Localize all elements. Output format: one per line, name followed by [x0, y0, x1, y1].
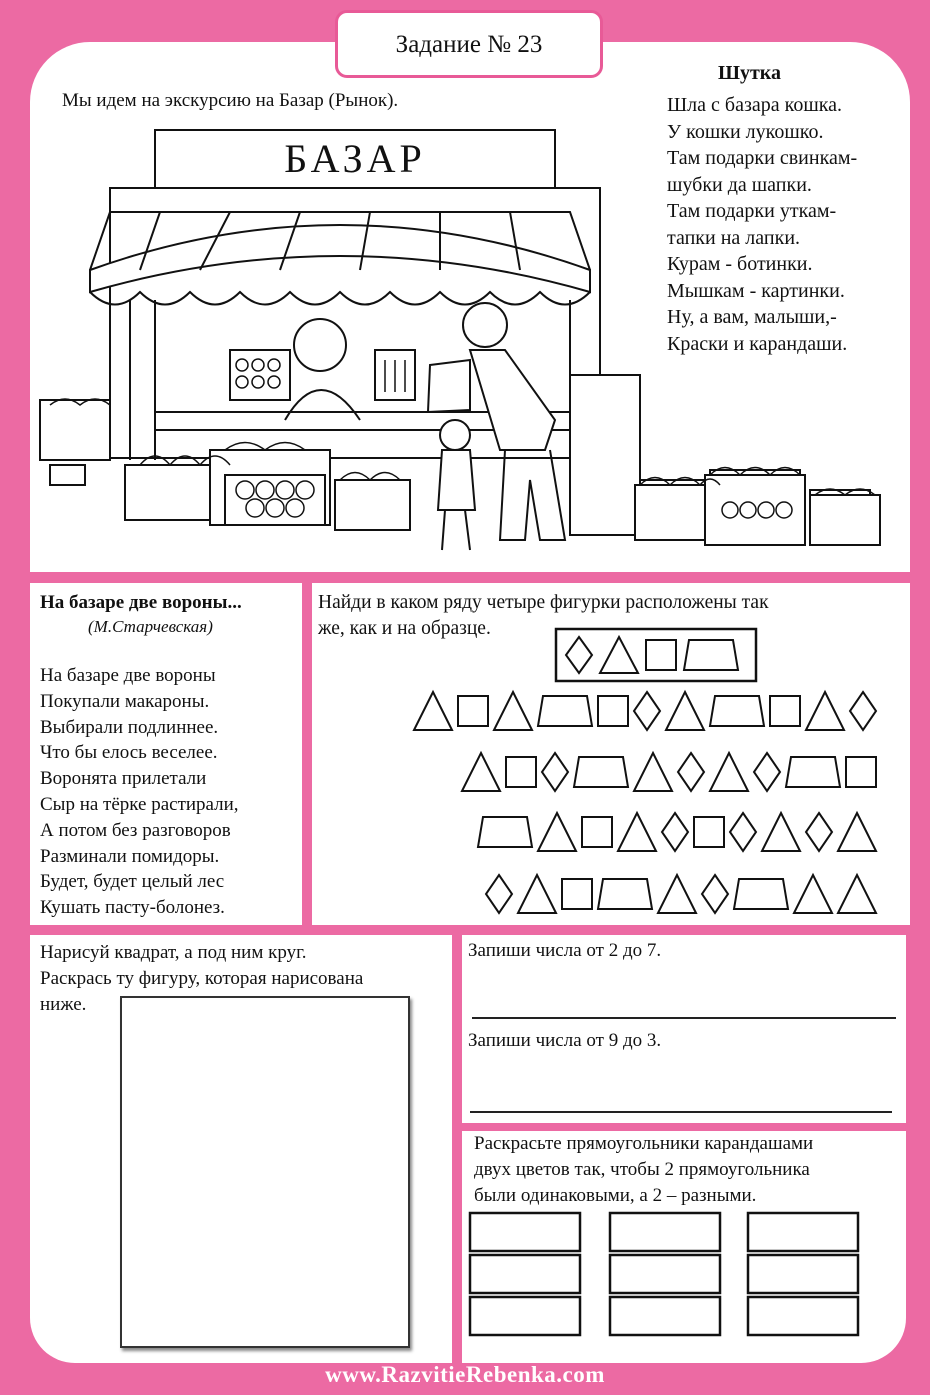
poem-line: Сыр на тёрке растирали, [40, 793, 239, 815]
square-shape [846, 757, 876, 787]
diamond-shape [634, 692, 660, 730]
joke-line: Там подарки свинкам- [667, 147, 858, 169]
joke-lines [667, 92, 857, 357]
rectangle-set-2 [610, 1213, 720, 1335]
rect-instruction-line: были одинаковыми, а 2 – разными. [474, 1185, 757, 1206]
poem-line: А потом без разговоров [40, 819, 231, 841]
rectangle[interactable] [748, 1297, 858, 1335]
triangle-shape [666, 692, 704, 730]
drawing-box[interactable] [120, 996, 410, 1348]
square-shape [506, 757, 536, 787]
diamond-shape [850, 692, 876, 730]
square-shape [582, 817, 612, 847]
rectangle[interactable] [610, 1213, 720, 1251]
poem-line: Покупали макароны. [40, 690, 210, 712]
triangle-shape [462, 753, 500, 791]
rectangle[interactable] [470, 1255, 580, 1293]
diamond-shape [678, 753, 704, 791]
poem-line: Кушать пасту-болонез. [40, 897, 225, 919]
diamond-shape [566, 637, 592, 673]
triangle-shape [494, 692, 532, 730]
triangle-shape [794, 875, 832, 913]
square-shape [646, 640, 676, 670]
rectangle-sets [462, 1131, 906, 1363]
square-shape [694, 817, 724, 847]
joke-line: Шла с базара кошка. [667, 94, 843, 116]
square-shape [598, 696, 628, 726]
diamond-shape [486, 875, 512, 913]
rectangle[interactable] [748, 1255, 858, 1293]
joke-line: Курам - ботинки. [667, 253, 813, 275]
triangle-shape [806, 692, 844, 730]
shapes-figures [312, 583, 910, 925]
triangle-shape [838, 875, 876, 913]
rectangle[interactable] [610, 1297, 720, 1335]
market-intro: Мы идем на экскурсию на Базар (Рынок). [62, 90, 399, 111]
square-shape [458, 696, 488, 726]
rectangle-set-1 [470, 1213, 580, 1335]
trapezoid-shape [598, 879, 652, 909]
triangle-shape [634, 753, 672, 791]
shapes-instruction-line: Найди в каком ряду четыре фигурки расположены так [318, 592, 769, 613]
joke-line: тапки на лапки. [667, 226, 801, 249]
diamond-shape [702, 875, 728, 913]
numbers-task-2: Запиши числа от 9 до 3. [468, 1030, 662, 1051]
diamond-shape [542, 753, 568, 791]
trapezoid-shape [478, 817, 532, 847]
trapezoid-shape [574, 757, 628, 787]
diamond-shape [806, 813, 832, 851]
rectangle[interactable] [470, 1213, 580, 1251]
draw-instruction-line: ниже. [40, 994, 87, 1015]
poem-line: Выбирали подлиннее. [40, 716, 219, 738]
task-title-tab [335, 10, 603, 78]
poem-line: Разминали помидоры. [40, 845, 220, 867]
triangle-shape [600, 637, 638, 673]
joke-line: шубки да шапки. [667, 173, 812, 196]
rectangle[interactable] [748, 1213, 858, 1251]
draw-instruction-line: Раскрась ту фигуру, которая нарисована [40, 968, 364, 989]
diamond-shape [730, 813, 756, 851]
diamond-shape [754, 753, 780, 791]
triangle-shape [618, 813, 656, 851]
rect-instruction-line: Раскрасьте прямоугольники карандашами [474, 1133, 814, 1154]
triangle-shape [538, 813, 576, 851]
market-right-crates [630, 455, 900, 555]
square-shape [770, 696, 800, 726]
square-shape [562, 879, 592, 909]
poem-line: Что бы елось веселее. [40, 742, 218, 764]
footer-site[interactable]: www.RazvitieRebenka.com [325, 1362, 605, 1387]
poem-line: На базаре две вороны [40, 665, 216, 686]
trapezoid-shape [734, 879, 788, 909]
diamond-shape [662, 813, 688, 851]
poem-line: Будет, будет целый лес [40, 871, 225, 893]
joke-title: Шутка [718, 62, 782, 84]
triangle-shape [518, 875, 556, 913]
market-sign: БАЗАР [284, 136, 426, 181]
trapezoid-shape [538, 696, 592, 726]
sample-frame [556, 629, 756, 681]
joke-line: У кошки лукошко. [667, 120, 824, 143]
triangle-shape [658, 875, 696, 913]
joke-line: Там подарки уткам- [667, 200, 837, 222]
rect-instruction-line: двух цветов так, чтобы 2 прямоугольника [474, 1159, 810, 1180]
poem-line: Воронята прилетали [40, 768, 207, 790]
task-title: Задание № 23 [395, 31, 543, 58]
numbers-task-1: Запиши числа от 2 до 7. [468, 940, 662, 961]
draw-instruction-line: Нарисуй квадрат, а под ним круг. [40, 942, 307, 963]
joke-line: Мышкам - картинки. [667, 279, 845, 302]
answer-line-2[interactable] [470, 1111, 892, 1113]
rectangle[interactable] [470, 1297, 580, 1335]
trapezoid-shape [786, 757, 840, 787]
joke-line: Краски и карандаши. [667, 332, 848, 355]
poem-lines [40, 663, 239, 921]
triangle-shape [762, 813, 800, 851]
triangle-shape [710, 753, 748, 791]
poem-author: (М.Старчевская) [88, 617, 213, 636]
triangle-shape [414, 692, 452, 730]
rectangle-set-3 [748, 1213, 858, 1335]
shapes-instruction-line: же, как и на образце. [318, 618, 491, 639]
answer-line-1[interactable] [472, 1017, 896, 1019]
triangle-shape [838, 813, 876, 851]
market-stall-illustration [30, 120, 650, 572]
joke-line: Ну, а вам, малыши,- [667, 306, 837, 328]
trapezoid-shape [684, 640, 738, 670]
trapezoid-shape [710, 696, 764, 726]
poem-title: На базаре две вороны... [40, 592, 242, 613]
rectangle[interactable] [610, 1255, 720, 1293]
